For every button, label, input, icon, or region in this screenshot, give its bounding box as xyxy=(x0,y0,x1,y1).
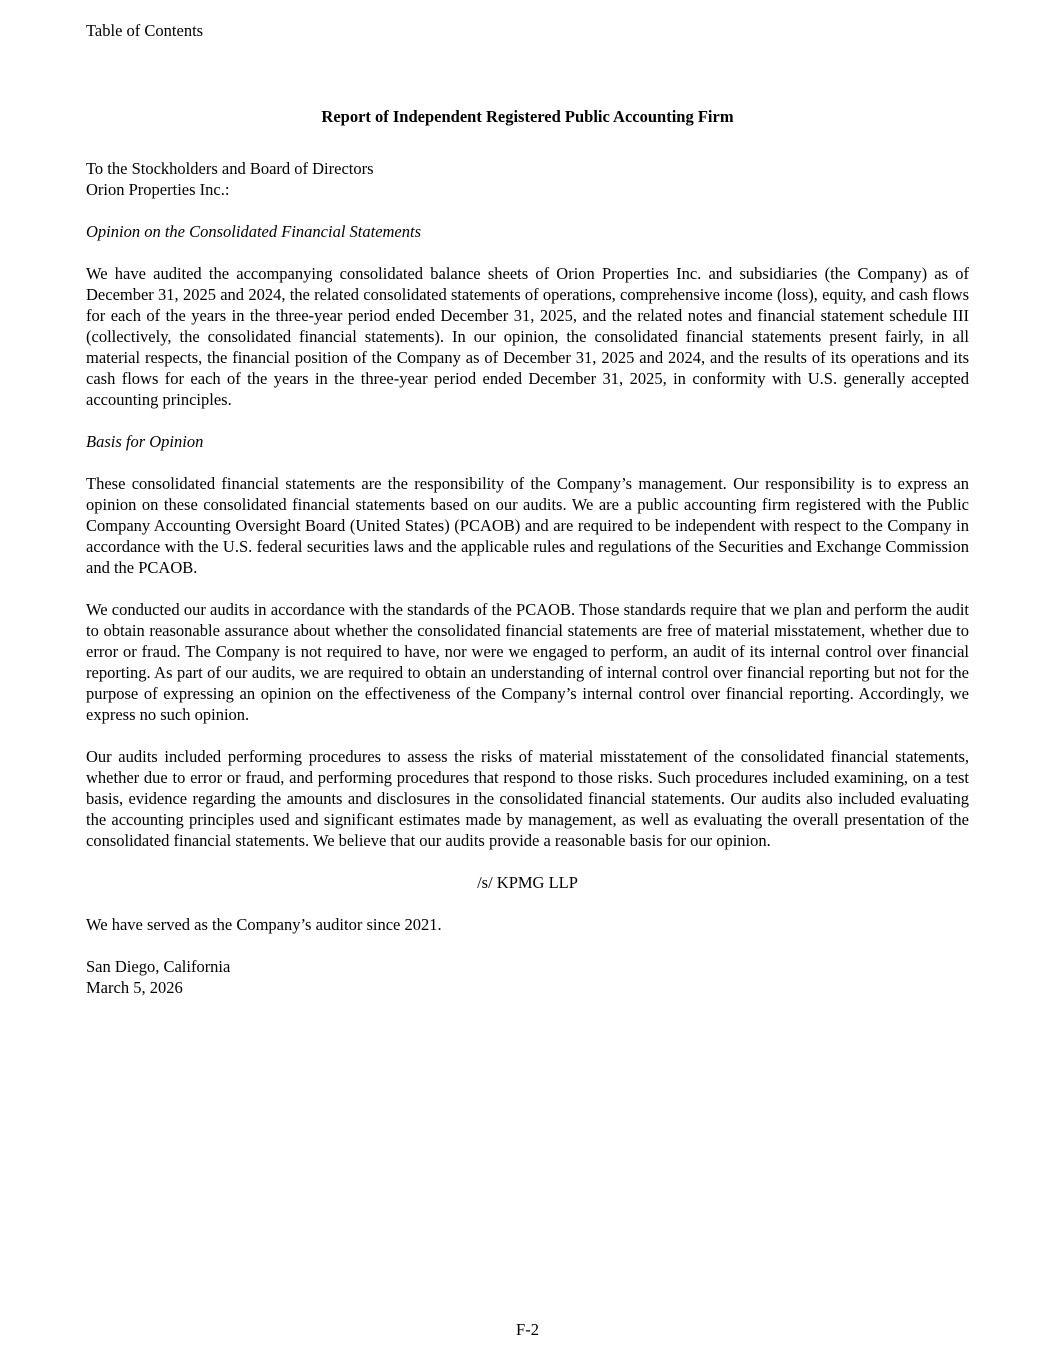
report-date-line: March 5, 2026 xyxy=(86,978,183,997)
opinion-paragraph: We have audited the accompanying consolidated balance sheets of Orion Properties Inc. and subsidiaries (the Company) as of December 31, 2025 and 2024, the related consolidated statements of operations, comprehensive income (loss), equity, and cash flows for each of the years in the three-year period ended December 31, 2025, and the related notes and financial statement schedule III (collectively, the consolidated financial statements). In our opinion, the consolidated financial statements present fairly, in all material respects, the financial position of the Company as of December 31, 2025 and 2024, and the results of its operations and its cash flows for each of the years in the three-year period ended December 31, 2025, in conformity with U.S. generally accepted accounting principles. xyxy=(86,264,969,409)
page-number: F-2 xyxy=(516,1320,539,1339)
addressee-line-2: Orion Properties Inc.: xyxy=(86,180,230,199)
dateline-block xyxy=(86,956,969,998)
addressee-block xyxy=(86,158,969,200)
city-state-line: San Diego, California xyxy=(86,957,231,976)
report-title: Report of Independent Registered Public Accounting Firm xyxy=(321,107,734,126)
opinion-section-heading: Opinion on the Consolidated Financial Statements xyxy=(86,222,422,241)
auditor-signature: /s/ KPMG LLP xyxy=(477,873,578,892)
basis-paragraph-2: We conducted our audits in accordance with the standards of the PCAOB. Those standards require that we plan and perform the audit to obtain reasonable assurance about whether the consolidated financial statements are free of material misstatement, whether due to error or fraud. The Company is not required to have, nor were we engaged to perform, an audit of its internal control over financial reporting. As part of our audits, we are required to obtain an understanding of internal control over financial reporting but not for the purpose of expressing an opinion on the effectiveness of the Company’s internal control over financial reporting. Accordingly, we express no such opinion. xyxy=(86,600,969,724)
auditor-tenure-statement: We have served as the Company’s auditor since 2021. xyxy=(86,915,442,934)
table-of-contents-link[interactable]: Table of Contents xyxy=(86,21,204,40)
addressee-line-1: To the Stockholders and Board of Directors xyxy=(86,159,374,178)
basis-paragraph-3: Our audits included performing procedures to assess the risks of material misstatement of the consolidated financial statements, whether due to error or fraud, and performing procedures that respond to those risks. Such procedures included examining, on a test basis, evidence regarding the amounts and disclosures in the consolidated financial statements. Our audits also included evaluating the accounting principles used and significant estimates made by management, as well as evaluating the overall presentation of the consolidated financial statements. We believe that our audits provide a reasonable basis for our opinion. xyxy=(86,747,969,850)
basis-for-opinion-heading: Basis for Opinion xyxy=(86,432,204,451)
basis-paragraph-1: These consolidated financial statements are the responsibility of the Company’s management. Our responsibility is to express an opinion on these consolidated financial statements based on our audits. We are a public accounting firm registered with the Public Company Accounting Oversight Board (United States) (PCAOB) and are required to be independent with respect to the Company in accordance with the U.S. federal securities laws and the applicable rules and regulations of the Securities and Exchange Commission and the PCAOB. xyxy=(86,474,969,577)
